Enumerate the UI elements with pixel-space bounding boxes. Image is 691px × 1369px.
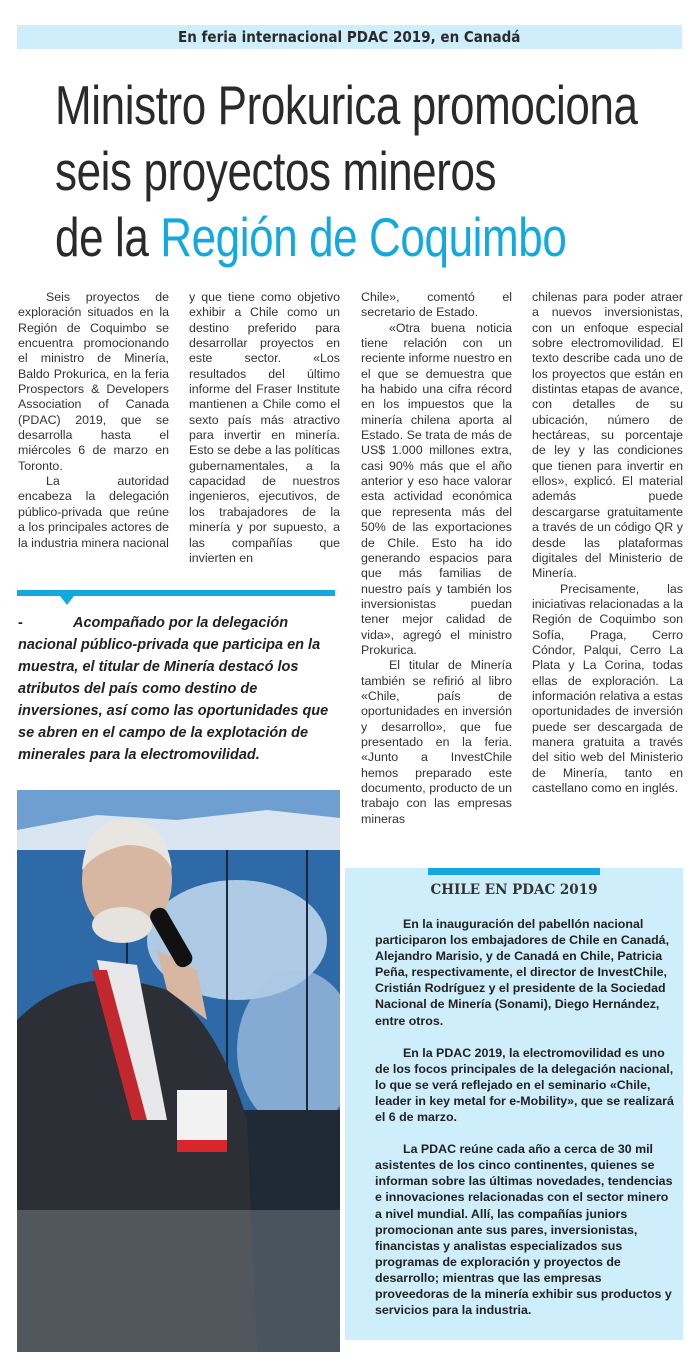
pull-quote-dash: - [18,615,23,631]
sidebar-accent-bar [428,868,600,875]
pull-quote [18,612,340,766]
kicker-banner [17,25,682,49]
headline-line-3 [55,204,567,270]
photo-illustration [17,790,340,1352]
sidebar-paragraph: La PDAC reúne cada año a cerca de 30 mil asistentes de los cinco continentes, quienes se informan sobre las últimas novedades, tendencias e innovaciones relacionadas con el sector minero a nivel mundial. Allí, las compañías juniors promocionan ante sus pares, inversionistas, financistas y analistas especializados sus programas de exploración y proyectos de desarrollo; mientras que las empresas proveedoras de la minería exhibir sus productos y servicios para la industria. [375,1142,673,1318]
paragraph: y que tiene como objetivo exhibir a Chile como un destino preferido para desarrollar proyectos en este sector. «Los resultados del último informe del Fraser Institute mantienen a Chile como el sexto país más atractivo para invertir en minería. Esto se debe a las políticas gubernamentales, a la capacidad de nuestros ingenieros, ejecutivos, de los trabajadores de la minería y por supuesto, a las compañías que invierten en [189,290,340,565]
paragraph: Chile», comentó el secretario de Estado. [361,290,512,320]
headline-line-1: Ministro Prokurica promociona [55,74,638,136]
article-column-1 [18,290,169,551]
sidebar-body [375,916,675,1334]
paragraph: Seis proyectos de exploración situados en la Región de Coquimbo se encuentra promocionando el ministro de Minería, Baldo Prokurica, en la feria Prospectors & Developers Association of Canada (PDAC) 2019, que se desarrolla hasta el miércoles 6 de marzo en Toronto. [18,290,169,473]
sidebar-title: CHILE EN PDAC 2019 [430,882,598,898]
kicker-text: En feria internacional PDAC 2019, en Canadá [178,28,521,46]
paragraph: Precisamente, las iniciativas relacionadas a la Región de Coquimbo son Sofía, Praga, Cerro Cóndor, Palqui, Cerro La Plata y La Corina, todas ellas de exploración. La información relativa a estas oportunidades de inversión puede ser descargada de manera gratuita a través del sitio web del Ministerio de Minería, tanto en castellano como en inglés. [532,581,683,795]
photo-minister-speaking [17,790,340,1352]
article-column-3 [361,290,512,827]
sidebar-paragraph: En la inauguración del pabellón nacional participaron los embajadores de Chile en Canadá, Alejandro Marisio, y de Canadá en Chile, Patricia Peña, respectivamente, el director de InvestChile, Cristián Rodríguez y el presidente de la Sociedad Nacional de Minería (Sonami), Diego Hernández, entre otros. [375,917,670,1028]
pull-quote-pointer [60,596,74,605]
headline-highlight: Región de Coquimbo [160,206,567,268]
headline [55,72,691,270]
headline-line-3-prefix: de la [55,206,161,268]
pull-quote-text: Acompañado por la delegación nacional público-privada que participa en la muestra, el titular de Minería destacó los atributos del país como destino de inversiones, así como las oportunidades que se abren en el campo de la explotación de minerales para la electromovilidad. [18,615,329,763]
paragraph: chilenas para poder atraer a nuevos inversionistas, con un enfoque especial sobre electromovilidad. El texto describe cada uno de los proyectos que están en distintas etapas de avance, con detalles de su ubicación, número de hectáreas, su porcentaje de ley y las condiciones que tienen para invertir en ellos», explicó. El material además puede descargarse gratuitamente a través de un código QR y desde las plataformas digitales del Ministerio de Minería. [532,290,683,581]
paragraph: La autoridad encabeza la delegación público-privada que reúne a los principales actores de la industria minera nacional [18,474,169,550]
sidebar-box-chile-en-pdac [345,868,683,1340]
sidebar-paragraph: En la PDAC 2019, la electromovilidad es uno de los focos principales de la delegación nacional, lo que se verá reflejado en el seminario «Chile, leader in key metal for e-Mobility», que se realizará el 6 de marzo. [375,1045,674,1125]
article-column-4 [532,290,683,796]
paragraph: El titular de Minería también se refirió al libro «Chile, país de oportunidades en inversión y desarrollo», que fue presentado en la feria. «Junto a InvestChile hemos preparado este documento, producto de un trabajo con las empresas mineras [361,658,512,826]
paragraph: «Otra buena noticia tiene relación con un reciente informe nuestro en el que se demuestra que ha habido una cifra récord en los impuestos que la minería chilena aporta al Estado. Se trata de más de US$ 1.000 millones extra, casi 90% más que el año anterior y eso hace valorar esta actividad económica que representa más del 50% de las exportaciones de Chile. Esto ha ido generando espacios para que más familias de nuestro país y también los inversionistas puedan tener mejor calidad de vida», agregó el ministro Prokurica. [361,320,512,657]
headline-line-2: seis proyectos mineros [55,140,497,202]
article-column-2 [189,290,340,566]
